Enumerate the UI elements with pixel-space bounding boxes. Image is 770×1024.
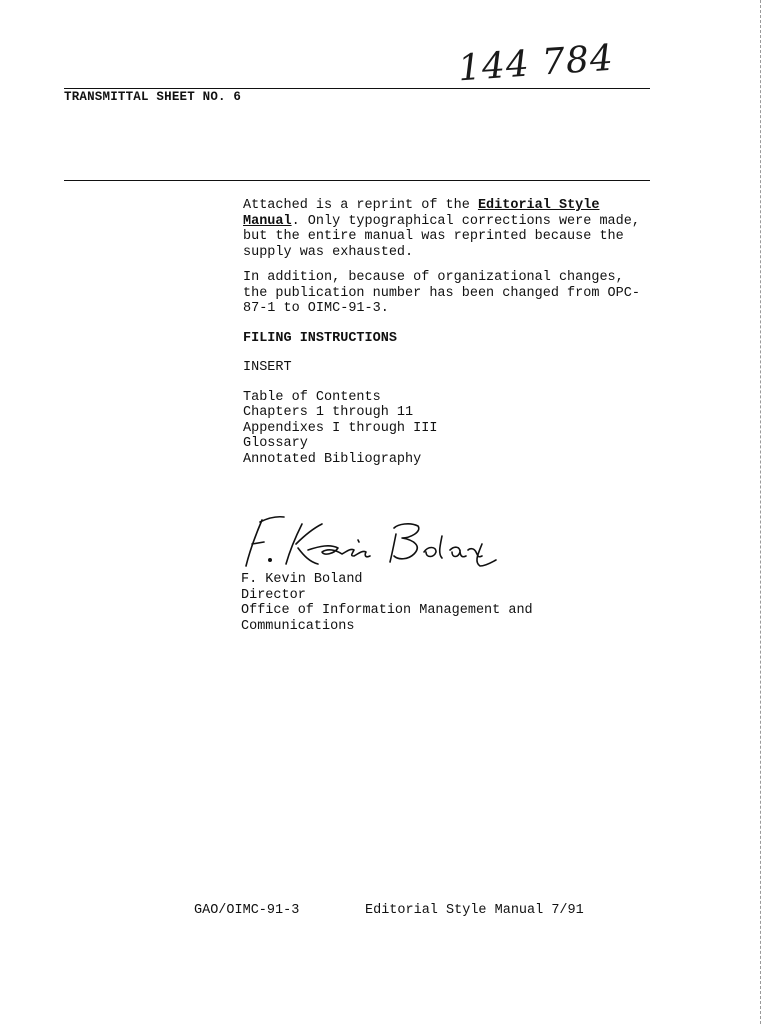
body-column [243,198,653,467]
filing-instructions-heading: FILING INSTRUCTIONS [243,330,397,346]
footer-doc-number: GAO/OIMC-91-3 [194,903,300,918]
section-rule [64,180,650,181]
footer-doc-title: Editorial Style Manual 7/91 [365,903,584,918]
handwritten-signature [238,514,498,574]
intro-text-end: . Only typographical corrections were made, but the entire manual was reprinted because the supply was exhausted. [243,213,640,260]
list-item: Glossary [243,436,308,451]
intro-paragraph [243,198,653,260]
insert-label: INSERT [243,360,292,375]
list-item: Appendixes I through III [243,420,438,436]
list-item: Annotated Bibliography [243,451,422,467]
list-item: Table of Contents [243,389,381,405]
signer-office-line-1: Office of Information Management and [241,603,533,618]
signer-office-line-2: Communications [241,618,355,634]
signer-name: F. Kevin Boland [241,572,363,587]
change-paragraph: In addition, because of organizational changes, the publication number has been changed from OPC-87-1 to OIMC-91-3. [243,270,640,316]
list-item: Chapters 1 through 11 [243,405,414,420]
insert-list [243,390,653,468]
signer-block [241,572,533,634]
handwritten-accession-number: 144 784 [456,37,616,90]
signer-title: Director [241,587,306,603]
page-edge-divider [760,0,761,1024]
manual-title-underlined: Editorial Style Manual [243,198,600,229]
intro-text-start: Attached is a reprint of the [243,198,478,213]
transmittal-title: TRANSMITTAL SHEET NO. 6 [64,90,242,104]
top-rule [64,88,650,89]
